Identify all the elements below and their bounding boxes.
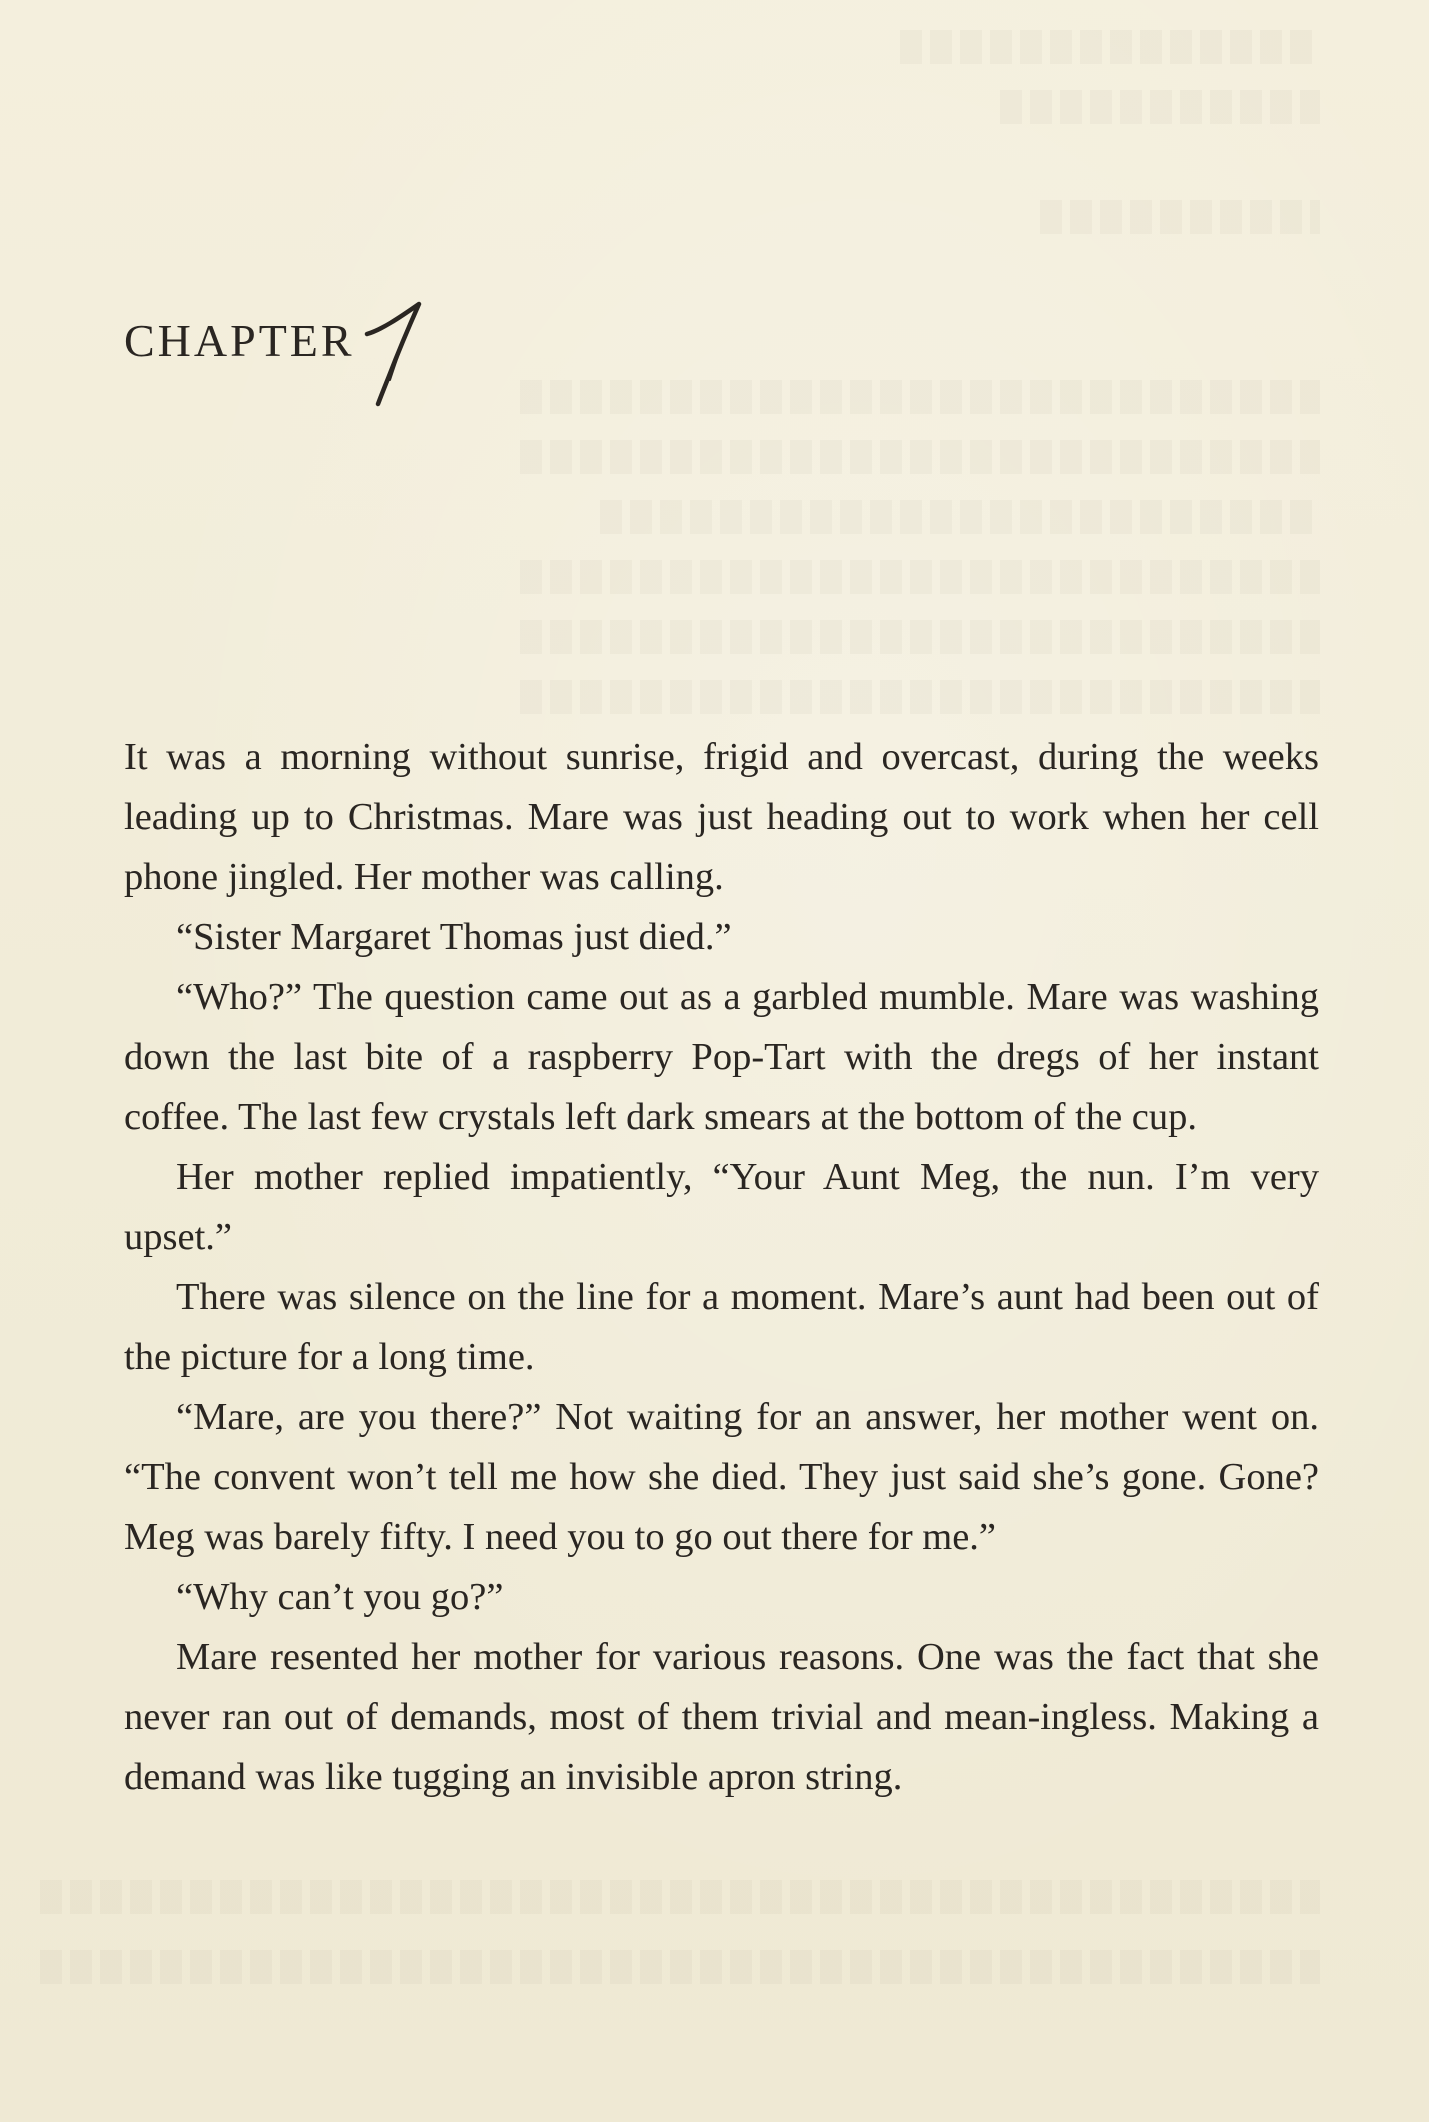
chapter-heading (124, 300, 429, 410)
paragraph-2: “Sister Margaret Thomas just died.” (176, 916, 732, 958)
paragraph-6: “Mare, are you there?” Not waiting for an answer, her mother went on. “The convent won’t tell me how she died. They just said she’s gone. Gone? Meg was barely fifty. I need you to go out there for me.” (124, 1396, 1319, 1558)
paragraph-7: “Why can’t you go?” (176, 1576, 504, 1618)
paragraph-3: “Who?” The question came out as a garbled mumble. Mare was washing down the last bite of a raspberry Pop-Tart with the dregs of her instant coffee. The last few crystals left dark smears at the bottom of the cup. (124, 976, 1319, 1138)
chapter-body (124, 727, 1319, 1807)
paragraph-4: Her mother replied impatiently, “Your Aunt Meg, the nun. I’m very upset.” (124, 1156, 1319, 1258)
paragraph-1: It was a morning without sunrise, frigid and overcast, during the weeks leading up to Christmas. Mare was just heading out to work when her cell phone jingled. Her mother was calling. (124, 736, 1319, 898)
paragraph-8: Mare resented her mother for various reasons. One was the fact that she never ran out of demands, most of them trivial and mean-ingless. Making a demand was like tugging an invisible apron string. (124, 1636, 1319, 1798)
chapter-number-glyph (359, 300, 429, 410)
paragraph-5: There was silence on the line for a moment. Mare’s aunt had been out of the picture for a long time. (124, 1276, 1319, 1378)
chapter-label: CHAPTER (124, 315, 355, 366)
